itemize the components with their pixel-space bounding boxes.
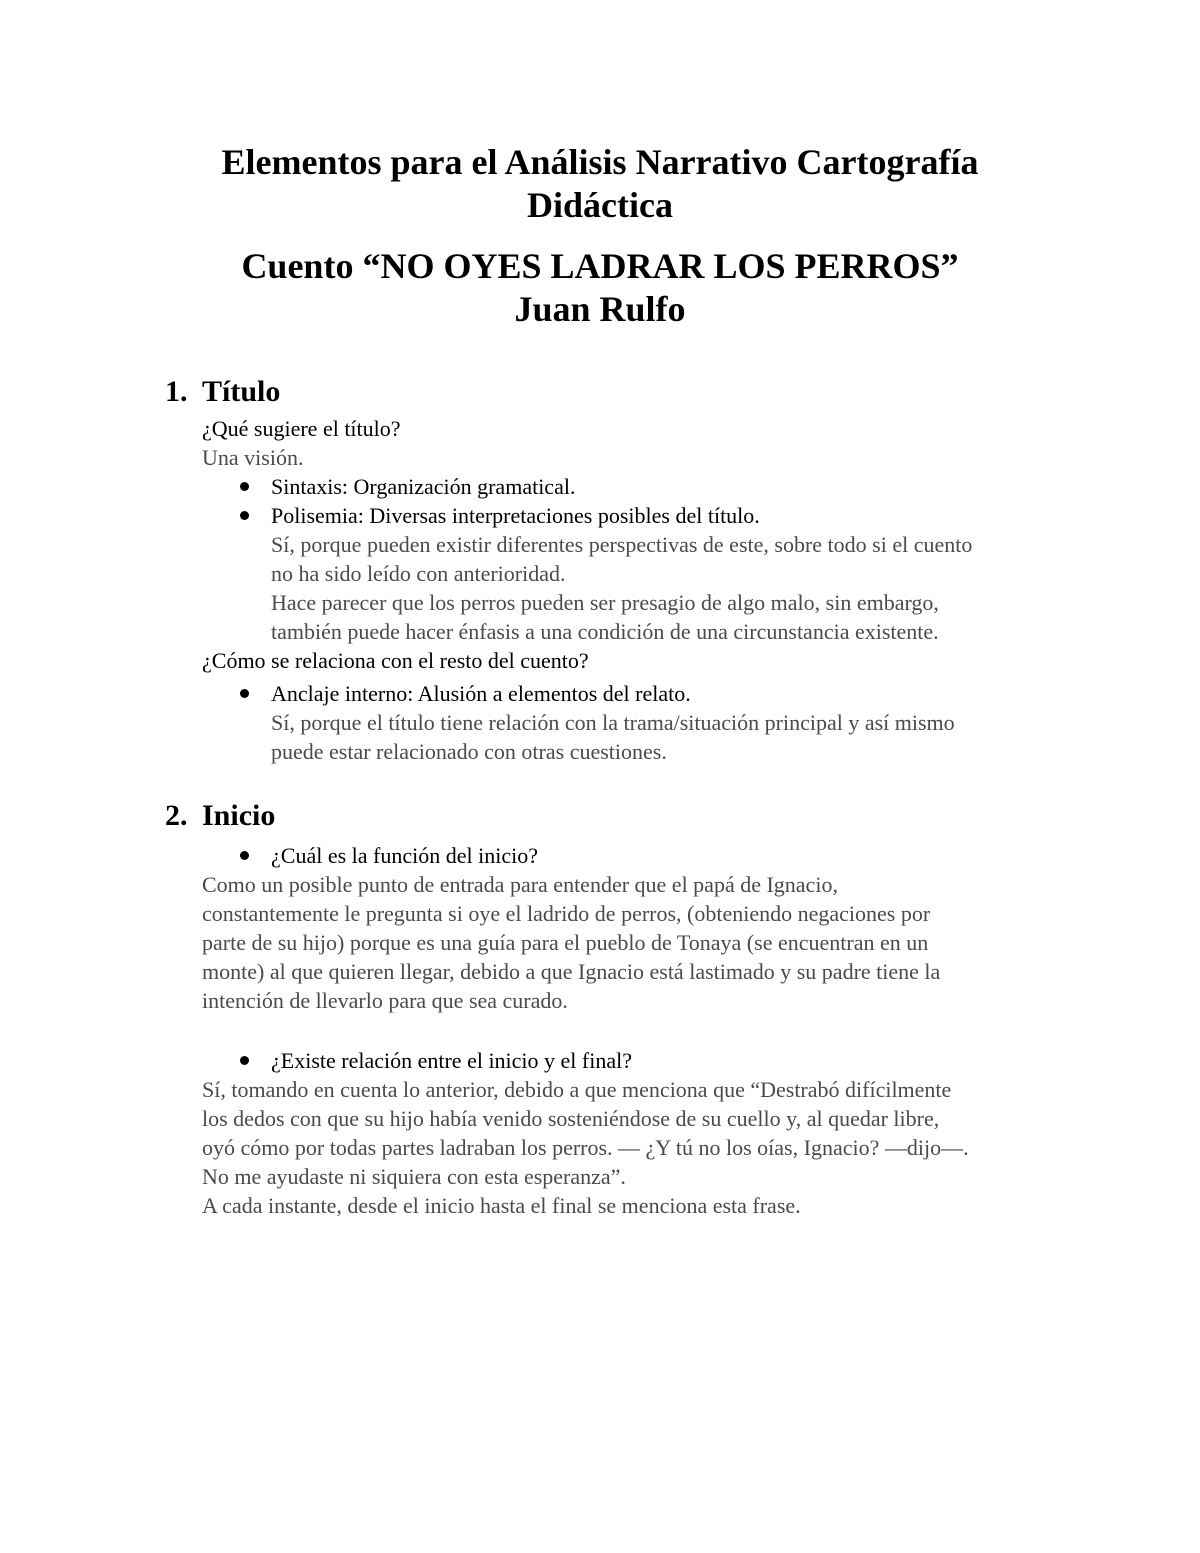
question-text: ¿Cómo se relaciona con el resto del cuento? [202,648,589,673]
bullet-item: ¿Cuál es la función del inicio? [271,843,538,868]
section-title: Inicio [202,799,276,832]
answer-text: puede estar relacionado con otras cuestiones. [271,739,667,764]
bullet-icon [240,511,249,520]
answer-text: No me ayudaste ni siquiera con esta esperanza”. [202,1164,626,1189]
author-name: Juan Rulfo [514,289,686,329]
answer-text: monte) al que quieren llegar, debido a que Ignacio está lastimado y su padre tiene la [202,959,941,984]
answer-text: oyó cómo por todas partes ladraban los perros. — ¿Y tú no los oías, Ignacio? —dijo—. [202,1135,969,1160]
answer-text: Hace parecer que los perros pueden ser presagio de algo malo, sin embargo, [271,590,939,615]
section-heading-titulo [165,374,465,410]
answer-text: los dedos con que su hijo había venido sosteniéndose de su cuello y, al quedar libre, [202,1106,940,1131]
bullet-item: Anclaje interno: Alusión a elementos del relato. [271,681,691,706]
document-title-line-2: Didáctica [527,185,673,225]
answer-text: constantemente le pregunta si oye el ladrido de perros, (obteniendo negaciones por [202,901,931,926]
answer-text: Una visión. [202,445,304,470]
answer-text: Sí, porque pueden existir diferentes perspectivas de este, sobre todo si el cuento [271,532,973,557]
document-title-line-1: Elementos para el Análisis Narrativo Cartografía [221,142,979,182]
section-number: 1. [165,375,188,408]
answer-text: no ha sido leído con anterioridad. [271,561,566,586]
bullet-icon [240,689,249,698]
answer-text: Sí, tomando en cuenta lo anterior, debido a que menciona que “Destrabó difícilmente [202,1077,952,1102]
bullet-icon [240,482,249,491]
story-title: Cuento “NO OYES LADRAR LOS PERROS” [241,246,959,286]
section-title: Título [202,375,281,408]
bullet-icon [240,1056,249,1065]
bullet-icon [240,851,249,860]
bullet-item: ¿Existe relación entre el inicio y el final? [271,1048,633,1073]
bullet-item: Sintaxis: Organización gramatical. [271,474,576,499]
answer-text: parte de su hijo) porque es una guía para el pueblo de Tonaya (se encuentran en un [202,930,929,955]
answer-text: Como un posible punto de entrada para entender que el papá de Ignacio, [202,872,838,897]
section-heading-inicio [165,798,465,834]
section-number: 2. [165,799,188,832]
answer-text: también puede hacer énfasis a una condición de una circunstancia existente. [271,619,939,644]
answer-text: intención de llevarlo para que sea curado. [202,988,568,1013]
answer-text: A cada instante, desde el inicio hasta el final se menciona esta frase. [202,1193,801,1218]
answer-text: Sí, porque el título tiene relación con la trama/situación principal y así mismo [271,710,955,735]
bullet-item: Polisemia: Diversas interpretaciones posibles del título. [271,503,760,528]
question-text: ¿Qué sugiere el título? [202,416,401,441]
